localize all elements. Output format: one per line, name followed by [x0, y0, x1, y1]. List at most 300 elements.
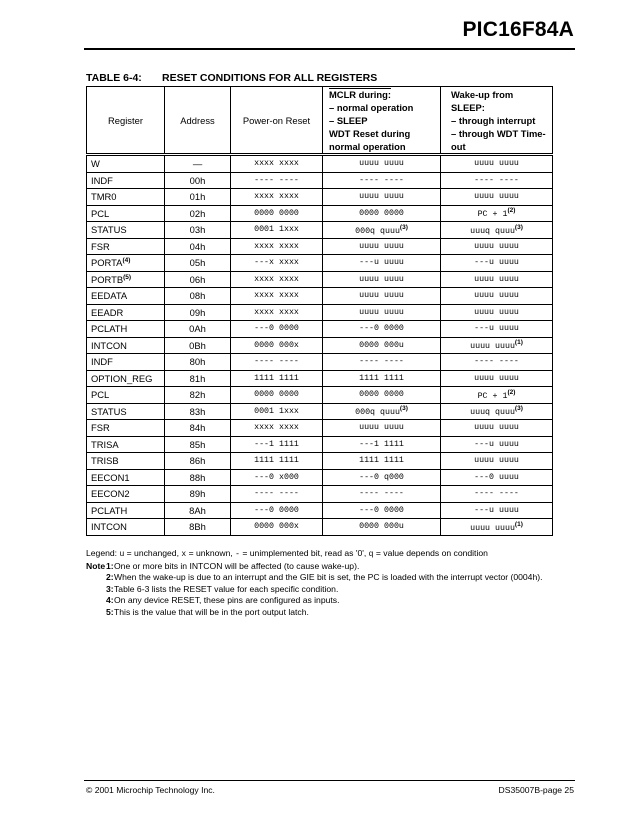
mclr-line: WDT Reset during [329, 127, 411, 139]
legend-prefix: Legend: [86, 548, 120, 558]
wake-value-cell-text: ---- ---- [474, 357, 519, 367]
address-cell [165, 387, 231, 404]
address-cell [165, 502, 231, 519]
address-cell [165, 288, 231, 305]
note-reference: (3) [399, 223, 408, 231]
address-cell [165, 337, 231, 354]
power-on-value-cell [231, 403, 323, 420]
legend-block [86, 548, 556, 619]
wake-value-cell-text: uuuu uuuu [474, 241, 519, 251]
power-on-value-cell [231, 271, 323, 288]
power-on-value-cell-text: xxxx xxxx [254, 291, 299, 301]
register-cell [87, 337, 165, 354]
register-cell [87, 486, 165, 503]
wake-value-cell-text: PC + 1 [477, 210, 508, 220]
note-text: Table 6-3 lists the RESET value for each specific condition. [114, 583, 339, 594]
wake-value-cell-text: ---- ---- [474, 489, 519, 499]
note-reference: (4) [122, 257, 131, 265]
address-cell-text: 89h [189, 488, 206, 500]
wake-value-cell [441, 337, 553, 354]
power-on-value-cell-text: 0001 1xxx [254, 225, 299, 235]
address-cell [165, 436, 231, 453]
mclr-value-cell-text: 0000 0000 [359, 208, 404, 218]
address-cell-text: 82h [189, 389, 206, 401]
table-row [87, 420, 553, 437]
wake-value-cell-text: uuuu uuuu [470, 342, 515, 352]
power-on-value-cell-text: xxxx xxxx [254, 159, 299, 169]
wake-value-cell [441, 205, 553, 222]
address-cell-text: 01h [189, 191, 206, 203]
register-cell-text: EEDATA [91, 290, 128, 302]
register-cell-text: TMR0 [91, 191, 117, 203]
legend-text: = unimplemented bit, read as '0', [239, 548, 369, 558]
table-row [87, 189, 553, 206]
table-row [87, 304, 553, 321]
legend-code: x [181, 550, 187, 559]
wake-value-cell-text: uuuu uuuu [474, 291, 519, 301]
address-cell [165, 172, 231, 189]
power-on-value-cell [231, 519, 323, 536]
register-cell-text: W [91, 158, 100, 170]
legend-text: = unchanged, [124, 548, 182, 558]
register-cell-text: STATUS [91, 224, 127, 236]
address-cell [165, 370, 231, 387]
mclr-value-cell-text: ---- ---- [359, 175, 404, 185]
power-on-value-cell-text: ---x xxxx [254, 258, 299, 268]
table-row [87, 205, 553, 222]
mclr-value-cell-text: 0000 0000 [359, 390, 404, 400]
reset-conditions-table [86, 86, 553, 536]
note-number: 1: [106, 560, 114, 571]
address-cell [165, 255, 231, 272]
wake-value-cell [441, 255, 553, 272]
mclr-value-cell-text: uuuu uuuu [359, 192, 404, 202]
mclr-value-cell [323, 370, 441, 387]
power-on-value-cell-text: ---0 0000 [254, 324, 299, 334]
wake-value-cell [441, 453, 553, 470]
power-on-value-cell-text: 0000 0000 [254, 390, 299, 400]
mclr-value-cell-text: ---0 0000 [359, 324, 404, 334]
address-cell-text: 0Ah [189, 323, 206, 335]
note-text: One or more bits in INTCON will be affected (to cause wake-up). [114, 560, 360, 571]
register-cell [87, 502, 165, 519]
legend-text: = value depends on condition [373, 548, 488, 558]
register-cell [87, 172, 165, 189]
note-item [86, 561, 556, 573]
mclr-value-cell-text: uuuu uuuu [359, 241, 404, 251]
legend-code: q [368, 550, 374, 559]
address-cell-text: 85h [189, 438, 206, 450]
address-cell-text: 09h [189, 306, 206, 318]
mclr-value-cell-text: uuuu uuuu [359, 159, 404, 169]
wake-value-cell [441, 222, 553, 239]
wake-value-cell-text: uuuu uuuu [474, 373, 519, 383]
wake-value-cell [441, 321, 553, 338]
address-cell [165, 222, 231, 239]
wake-value-cell-text: uuuu uuuu [474, 456, 519, 466]
table-row [87, 337, 553, 354]
power-on-value-cell-text: xxxx xxxx [254, 192, 299, 202]
mclr-value-cell [323, 420, 441, 437]
register-cell [87, 420, 165, 437]
address-cell [165, 271, 231, 288]
mclr-value-cell-text: 1111 1111 [359, 373, 404, 383]
mclr-value-cell-text: ---- ---- [359, 489, 404, 499]
wake-value-cell [441, 387, 553, 404]
col-mclr [323, 87, 441, 155]
note-head: Note [86, 560, 106, 571]
address-cell [165, 420, 231, 437]
table-row [87, 387, 553, 404]
address-cell-text: 08h [189, 290, 206, 302]
address-cell-text: 84h [189, 422, 206, 434]
power-on-value-cell-text: xxxx xxxx [254, 423, 299, 433]
mclr-value-cell-text: 000q quuu [355, 408, 400, 418]
table-label: TABLE 6-4: [86, 72, 142, 84]
wake-value-cell [441, 271, 553, 288]
power-on-value-cell [231, 172, 323, 189]
note-item [86, 584, 556, 596]
power-on-value-cell [231, 370, 323, 387]
table-row [87, 155, 553, 173]
table-row [87, 453, 553, 470]
note-text: When the wake-up is due to an interrupt and the GIE bit is set, the PC is loaded with the interrupt vector (0004h). [114, 572, 543, 583]
power-on-value-cell-text: 0001 1xxx [254, 406, 299, 416]
wake-value-cell-text: ---- ---- [474, 175, 519, 185]
power-on-value-cell-text: xxxx xxxx [254, 241, 299, 251]
register-cell [87, 255, 165, 272]
table-row [87, 502, 553, 519]
register-cell-text: PCLATH [91, 504, 128, 516]
table-row [87, 370, 553, 387]
wake-line: – through WDT Time-out [451, 127, 546, 152]
register-cell [87, 387, 165, 404]
mclr-value-cell-text: ---0 0000 [359, 505, 404, 515]
register-cell [87, 189, 165, 206]
address-cell [165, 354, 231, 371]
register-cell-text: PORTA [91, 257, 123, 269]
wake-value-cell-text: ---0 uuuu [474, 472, 519, 482]
col-power-on-reset: Power-on Reset [231, 87, 323, 155]
address-cell [165, 238, 231, 255]
register-cell [87, 271, 165, 288]
wake-line: – through interrupt [451, 114, 536, 126]
mclr-value-cell [323, 172, 441, 189]
power-on-value-cell-text: xxxx xxxx [254, 274, 299, 284]
table-header-row [87, 87, 553, 155]
mclr-value-cell [323, 304, 441, 321]
table-row [87, 519, 553, 536]
mclr-value-cell [323, 288, 441, 305]
footer-copyright: © 2001 Microchip Technology Inc. [86, 785, 215, 795]
table-row [87, 403, 553, 420]
address-cell [165, 304, 231, 321]
wake-value-cell [441, 288, 553, 305]
wake-value-cell [441, 354, 553, 371]
mclr-value-cell-text: 000q quuu [355, 226, 400, 236]
register-cell [87, 436, 165, 453]
wake-value-cell-text: uuuq quuu [470, 226, 515, 236]
register-cell-text: EEADR [91, 306, 124, 318]
wake-value-cell [441, 469, 553, 486]
mclr-value-cell [323, 238, 441, 255]
col-wake-up [441, 87, 553, 155]
power-on-value-cell [231, 222, 323, 239]
wake-value-cell-text: uuuq quuu [470, 408, 515, 418]
register-cell-text: STATUS [91, 405, 127, 417]
footer-rule [84, 780, 575, 781]
table-row [87, 486, 553, 503]
mclr-line: MCLR during: [329, 88, 391, 100]
col-address: Address [165, 87, 231, 155]
wake-value-cell-text: uuuu uuuu [470, 523, 515, 533]
power-on-value-cell-text: 1111 1111 [254, 373, 299, 383]
mclr-value-cell [323, 337, 441, 354]
mclr-value-cell-text: uuuu uuuu [359, 423, 404, 433]
power-on-value-cell [231, 238, 323, 255]
table-row [87, 222, 553, 239]
mclr-value-cell-text: ---0 q000 [359, 472, 404, 482]
table-row [87, 172, 553, 189]
note-item [86, 607, 556, 619]
address-cell [165, 403, 231, 420]
table-row [87, 436, 553, 453]
mclr-value-cell-text: uuuu uuuu [359, 307, 404, 317]
register-cell [87, 354, 165, 371]
mclr-value-cell-text: ---1 1111 [359, 439, 404, 449]
table-row [87, 469, 553, 486]
mclr-value-cell-text: ---u uuuu [359, 258, 404, 268]
wake-value-cell-text: uuuu uuuu [474, 159, 519, 169]
address-cell [165, 321, 231, 338]
address-cell [165, 486, 231, 503]
address-cell-text: 00h [189, 174, 206, 186]
address-cell-text: 88h [189, 471, 206, 483]
mclr-value-cell [323, 502, 441, 519]
power-on-value-cell [231, 155, 323, 173]
power-on-value-cell [231, 453, 323, 470]
table-row [87, 238, 553, 255]
mclr-line: – SLEEP [329, 114, 368, 126]
power-on-value-cell [231, 502, 323, 519]
table-row [87, 288, 553, 305]
register-cell-text: INDF [91, 356, 113, 368]
mclr-value-cell [323, 436, 441, 453]
wake-value-cell [441, 370, 553, 387]
mclr-value-cell [323, 155, 441, 173]
mclr-value-cell [323, 189, 441, 206]
power-on-value-cell-text: xxxx xxxx [254, 307, 299, 317]
register-cell [87, 222, 165, 239]
address-cell-text: 8Bh [189, 521, 206, 533]
document-title: PIC16F84A [462, 18, 574, 41]
power-on-value-cell [231, 304, 323, 321]
register-cell [87, 370, 165, 387]
address-cell-text: 83h [189, 405, 206, 417]
note-number: 3: [106, 583, 114, 594]
note-reference: (1) [514, 339, 523, 347]
wake-value-cell-text: ---u uuuu [474, 439, 519, 449]
note-item [86, 572, 556, 584]
address-cell-text: 86h [189, 455, 206, 467]
register-cell-text: FSR [91, 240, 110, 252]
register-cell [87, 288, 165, 305]
register-cell-text: FSR [91, 422, 110, 434]
register-cell [87, 238, 165, 255]
wake-value-cell [441, 172, 553, 189]
register-cell [87, 304, 165, 321]
wake-line: Wake-up from SLEEP: [451, 88, 514, 113]
power-on-value-cell [231, 420, 323, 437]
table-row [87, 321, 553, 338]
table-row [87, 271, 553, 288]
register-cell-text: INDF [91, 174, 113, 186]
mclr-value-cell [323, 354, 441, 371]
table-row [87, 255, 553, 272]
note-reference: (3) [399, 405, 408, 413]
register-cell-text: EECON1 [91, 471, 130, 483]
mclr-value-cell-text: uuuu uuuu [359, 291, 404, 301]
power-on-value-cell-text: ---0 0000 [254, 505, 299, 515]
address-cell-text: 04h [189, 240, 206, 252]
address-cell [165, 205, 231, 222]
address-cell-text: 81h [189, 372, 206, 384]
note-number: 4: [106, 595, 114, 606]
wake-value-cell [441, 304, 553, 321]
table-caption [86, 72, 378, 84]
address-cell-text: 02h [189, 207, 206, 219]
note-reference: (2) [507, 207, 516, 215]
power-on-value-cell-text: 0000 000x [254, 340, 299, 350]
register-cell [87, 469, 165, 486]
address-cell-text: 8Ah [189, 504, 206, 516]
note-text: This is the value that will be in the port output latch. [114, 606, 309, 617]
address-cell [165, 189, 231, 206]
wake-value-cell [441, 486, 553, 503]
wake-value-cell-text: uuuu uuuu [474, 423, 519, 433]
note-text: On any device RESET, these pins are configured as inputs. [114, 595, 340, 606]
register-cell [87, 155, 165, 173]
power-on-value-cell-text: 1111 1111 [254, 456, 299, 466]
address-cell-text: — [192, 158, 203, 170]
mclr-value-cell-text: 0000 000u [359, 340, 404, 350]
address-cell [165, 155, 231, 173]
power-on-value-cell [231, 486, 323, 503]
mclr-value-cell [323, 486, 441, 503]
legend-code: u [119, 550, 125, 559]
mclr-value-cell [323, 469, 441, 486]
wake-value-cell [441, 238, 553, 255]
power-on-value-cell [231, 469, 323, 486]
power-on-value-cell-text: ---1 1111 [254, 439, 299, 449]
wake-value-cell [441, 502, 553, 519]
register-cell-text: TRISB [91, 455, 119, 467]
note-number: 2: [106, 572, 114, 583]
wake-value-cell [441, 436, 553, 453]
power-on-value-cell [231, 189, 323, 206]
mclr-value-cell [323, 453, 441, 470]
register-cell-text: PCL [91, 207, 110, 219]
register-cell-text: TRISA [91, 438, 119, 450]
mclr-line: – normal operation [329, 101, 414, 113]
power-on-value-cell-text: 0000 000x [254, 522, 299, 532]
register-cell [87, 205, 165, 222]
power-on-value-cell [231, 387, 323, 404]
wake-value-cell-text: uuuu uuuu [474, 192, 519, 202]
address-cell [165, 453, 231, 470]
wake-value-cell [441, 155, 553, 173]
power-on-value-cell-text: 0000 0000 [254, 208, 299, 218]
address-cell-text: 80h [189, 356, 206, 368]
power-on-value-cell [231, 354, 323, 371]
mclr-value-cell-text: 0000 000u [359, 522, 404, 532]
wake-value-cell [441, 189, 553, 206]
mclr-value-cell-text: uuuu uuuu [359, 274, 404, 284]
register-cell-text: OPTION_REG [91, 372, 153, 384]
power-on-value-cell-text: ---- ---- [254, 489, 299, 499]
address-cell-text: 03h [189, 224, 206, 236]
power-on-value-cell [231, 205, 323, 222]
address-cell-text: 05h [189, 257, 206, 269]
title-rule [84, 48, 575, 50]
address-cell [165, 519, 231, 536]
mclr-line: normal operation [329, 140, 406, 152]
mclr-value-cell [323, 205, 441, 222]
table-name: RESET CONDITIONS FOR ALL REGISTERS [162, 72, 378, 84]
note-item [86, 595, 556, 607]
note-reference: (3) [514, 223, 523, 231]
note-reference: (1) [514, 520, 523, 528]
mclr-value-cell [323, 255, 441, 272]
wake-value-cell-text: ---u uuuu [474, 505, 519, 515]
address-cell-text: 06h [189, 273, 206, 285]
register-cell-text: INTCON [91, 339, 127, 351]
mclr-value-cell [323, 321, 441, 338]
wake-value-cell-text: uuuu uuuu [474, 307, 519, 317]
note-reference: (2) [507, 388, 516, 396]
wake-value-cell-text: uuuu uuuu [474, 274, 519, 284]
note-reference: (5) [123, 273, 132, 281]
power-on-value-cell [231, 337, 323, 354]
col-register: Register [87, 87, 165, 155]
register-cell [87, 403, 165, 420]
legend-line [86, 548, 556, 561]
power-on-value-cell [231, 255, 323, 272]
wake-value-cell-text: PC + 1 [477, 391, 508, 401]
note-number: 5: [106, 606, 114, 617]
register-cell [87, 519, 165, 536]
address-cell-text: 0Bh [189, 339, 206, 351]
power-on-value-cell-text: ---- ---- [254, 175, 299, 185]
mclr-value-cell-text: 1111 1111 [359, 456, 404, 466]
mclr-value-cell [323, 403, 441, 420]
power-on-value-cell-text: ---- ---- [254, 357, 299, 367]
table-row [87, 354, 553, 371]
table-body [87, 155, 553, 536]
mclr-value-cell [323, 222, 441, 239]
wake-value-cell [441, 519, 553, 536]
wake-value-cell-text: ---u uuuu [474, 258, 519, 268]
power-on-value-cell [231, 436, 323, 453]
register-cell [87, 453, 165, 470]
power-on-value-cell-text: ---0 x000 [254, 472, 299, 482]
register-cell-text: PCL [91, 389, 110, 401]
mclr-value-cell [323, 271, 441, 288]
legend-code: - [235, 550, 240, 559]
power-on-value-cell [231, 321, 323, 338]
wake-value-cell [441, 403, 553, 420]
register-cell-text: PCLATH [91, 323, 128, 335]
